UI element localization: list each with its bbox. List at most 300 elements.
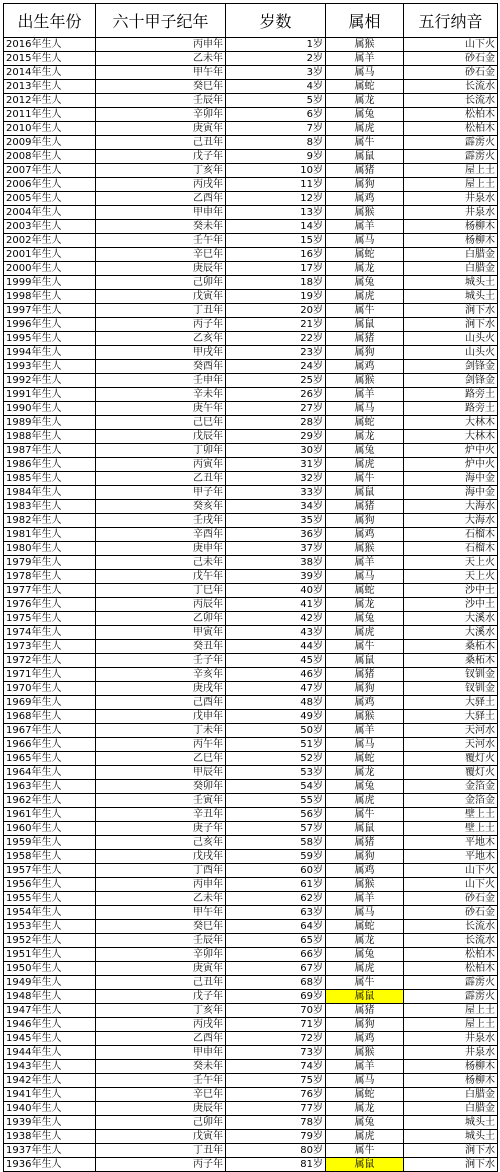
cell-wuxing: 松柏木: [404, 948, 498, 962]
table-row: [4, 94, 498, 108]
cell-age: 31岁: [226, 458, 326, 472]
cell-birth-year: 1964年生人: [4, 766, 96, 780]
header-age: 岁数: [226, 4, 326, 38]
cell-wuxing: 屋上土: [404, 1018, 498, 1032]
cell-wuxing: 砂石金: [404, 52, 498, 66]
table-row: [4, 374, 498, 388]
cell-zodiac: 属蛇: [326, 80, 404, 94]
zodiac-age-table: [3, 3, 498, 1172]
table-row: [4, 682, 498, 696]
cell-zodiac: 属牛: [326, 640, 404, 654]
cell-ganzhi-year: 己卯年: [96, 1116, 226, 1130]
table-row: [4, 864, 498, 878]
cell-birth-year: 1976年生人: [4, 598, 96, 612]
cell-age: 6岁: [226, 108, 326, 122]
cell-zodiac: 属狗: [326, 1018, 404, 1032]
cell-birth-year: 1953年生人: [4, 920, 96, 934]
cell-zodiac: 属猴: [326, 206, 404, 220]
table-row: [4, 808, 498, 822]
cell-ganzhi-year: 辛未年: [96, 388, 226, 402]
cell-zodiac: 属鼠: [326, 654, 404, 668]
cell-birth-year: 2016年生人: [4, 38, 96, 52]
cell-ganzhi-year: 辛卯年: [96, 108, 226, 122]
cell-ganzhi-year: 甲申年: [96, 1046, 226, 1060]
cell-birth-year: 1988年生人: [4, 430, 96, 444]
cell-age: 58岁: [226, 836, 326, 850]
cell-ganzhi-year: 丙寅年: [96, 458, 226, 472]
table-row: [4, 1074, 498, 1088]
cell-wuxing: 石榴木: [404, 542, 498, 556]
cell-birth-year: 1982年生人: [4, 514, 96, 528]
cell-ganzhi-year: 丁卯年: [96, 444, 226, 458]
table-row: [4, 150, 498, 164]
cell-wuxing: 天河水: [404, 724, 498, 738]
cell-wuxing: 平地木: [404, 836, 498, 850]
cell-zodiac: 属鼠: [326, 150, 404, 164]
header-birth-year: 出生年份: [4, 4, 96, 38]
table-row: [4, 892, 498, 906]
table-row: [4, 542, 498, 556]
cell-age: 64岁: [226, 920, 326, 934]
cell-wuxing: 砂石金: [404, 66, 498, 80]
cell-birth-year: 2003年生人: [4, 220, 96, 234]
cell-age: 41岁: [226, 598, 326, 612]
cell-zodiac: 属龙: [326, 262, 404, 276]
cell-age: 77岁: [226, 1102, 326, 1116]
cell-zodiac: 属鸡: [326, 360, 404, 374]
cell-zodiac: 属牛: [326, 976, 404, 990]
table-row: [4, 934, 498, 948]
cell-zodiac: 属龙: [326, 430, 404, 444]
cell-age: 17岁: [226, 262, 326, 276]
cell-wuxing: 白腊金: [404, 248, 498, 262]
cell-zodiac: 属羊: [326, 556, 404, 570]
cell-ganzhi-year: 癸亥年: [96, 500, 226, 514]
cell-wuxing: 屋上土: [404, 178, 498, 192]
cell-wuxing: 砂石金: [404, 892, 498, 906]
cell-birth-year: 2002年生人: [4, 234, 96, 248]
cell-birth-year: 1985年生人: [4, 472, 96, 486]
cell-birth-year: 1965年生人: [4, 752, 96, 766]
cell-age: 24岁: [226, 360, 326, 374]
cell-birth-year: 2015年生人: [4, 52, 96, 66]
cell-age: 47岁: [226, 682, 326, 696]
cell-birth-year: 1978年生人: [4, 570, 96, 584]
cell-birth-year: 2004年生人: [4, 206, 96, 220]
cell-wuxing: 沙中土: [404, 584, 498, 598]
table-row: [4, 108, 498, 122]
cell-age: 10岁: [226, 164, 326, 178]
table-row: [4, 724, 498, 738]
cell-age: 60岁: [226, 864, 326, 878]
cell-age: 68岁: [226, 976, 326, 990]
cell-birth-year: 1951年生人: [4, 948, 96, 962]
table-row: [4, 360, 498, 374]
cell-wuxing: 松柏木: [404, 108, 498, 122]
cell-zodiac: 属猴: [326, 878, 404, 892]
cell-wuxing: 霹雳火: [404, 976, 498, 990]
table-row: [4, 948, 498, 962]
cell-wuxing: 天上火: [404, 556, 498, 570]
cell-birth-year: 1973年生人: [4, 640, 96, 654]
cell-ganzhi-year: 丙戌年: [96, 1018, 226, 1032]
cell-age: 29岁: [226, 430, 326, 444]
table-row: [4, 486, 498, 500]
cell-zodiac: 属羊: [326, 52, 404, 66]
cell-ganzhi-year: 甲午年: [96, 66, 226, 80]
cell-zodiac: 属兔: [326, 1116, 404, 1130]
cell-birth-year: 1998年生人: [4, 290, 96, 304]
cell-age: 59岁: [226, 850, 326, 864]
cell-zodiac: 属兔: [326, 780, 404, 794]
cell-birth-year: 1995年生人: [4, 332, 96, 346]
cell-zodiac: 属兔: [326, 108, 404, 122]
cell-ganzhi-year: 癸丑年: [96, 640, 226, 654]
cell-ganzhi-year: 癸未年: [96, 1060, 226, 1074]
cell-birth-year: 2012年生人: [4, 94, 96, 108]
cell-age: 61岁: [226, 878, 326, 892]
cell-zodiac: 属狗: [326, 178, 404, 192]
cell-zodiac: 属虎: [326, 1130, 404, 1144]
cell-zodiac: 属牛: [326, 1144, 404, 1158]
cell-wuxing: 山下火: [404, 878, 498, 892]
table-row: [4, 52, 498, 66]
cell-ganzhi-year: 丁丑年: [96, 1144, 226, 1158]
cell-zodiac: 属牛: [326, 808, 404, 822]
cell-age: 28岁: [226, 416, 326, 430]
cell-age: 4岁: [226, 80, 326, 94]
cell-wuxing: 钗钏金: [404, 682, 498, 696]
table-row: [4, 1088, 498, 1102]
cell-zodiac: 属猪: [326, 164, 404, 178]
table-row: [4, 1018, 498, 1032]
cell-age: 35岁: [226, 514, 326, 528]
cell-ganzhi-year: 乙丑年: [96, 472, 226, 486]
cell-age: 67岁: [226, 962, 326, 976]
cell-zodiac: 属鸡: [326, 1032, 404, 1046]
cell-wuxing: 山下火: [404, 864, 498, 878]
table-row: [4, 164, 498, 178]
cell-birth-year: 1960年生人: [4, 822, 96, 836]
cell-wuxing: 大海水: [404, 514, 498, 528]
cell-birth-year: 1966年生人: [4, 738, 96, 752]
cell-zodiac: 属牛: [326, 304, 404, 318]
table-row: [4, 556, 498, 570]
table-row: [4, 1116, 498, 1130]
cell-birth-year: 2008年生人: [4, 150, 96, 164]
cell-wuxing: 天上火: [404, 570, 498, 584]
cell-ganzhi-year: 丁酉年: [96, 864, 226, 878]
cell-age: 40岁: [226, 584, 326, 598]
header-row: [4, 4, 498, 38]
cell-ganzhi-year: 戊子年: [96, 150, 226, 164]
cell-wuxing: 覆灯火: [404, 766, 498, 780]
cell-birth-year: 1984年生人: [4, 486, 96, 500]
cell-ganzhi-year: 甲申年: [96, 206, 226, 220]
cell-birth-year: 1943年生人: [4, 1060, 96, 1074]
cell-ganzhi-year: 乙卯年: [96, 612, 226, 626]
cell-ganzhi-year: 己丑年: [96, 136, 226, 150]
header-zodiac: 属相: [326, 4, 404, 38]
cell-birth-year: 1941年生人: [4, 1088, 96, 1102]
table-row: [4, 416, 498, 430]
cell-birth-year: 2010年生人: [4, 122, 96, 136]
cell-zodiac: 属蛇: [326, 248, 404, 262]
cell-wuxing: 涧下水: [404, 318, 498, 332]
cell-age: 52岁: [226, 752, 326, 766]
cell-zodiac: 属鸡: [326, 192, 404, 206]
cell-age: 55岁: [226, 794, 326, 808]
cell-wuxing: 杨柳木: [404, 234, 498, 248]
cell-wuxing: 炉中火: [404, 444, 498, 458]
cell-birth-year: 1999年生人: [4, 276, 96, 290]
cell-ganzhi-year: 庚寅年: [96, 122, 226, 136]
cell-zodiac: 属鸡: [326, 528, 404, 542]
cell-ganzhi-year: 乙未年: [96, 892, 226, 906]
cell-zodiac: 属虎: [326, 626, 404, 640]
cell-birth-year: 1975年生人: [4, 612, 96, 626]
table-row: [4, 962, 498, 976]
cell-age: 63岁: [226, 906, 326, 920]
cell-zodiac: 属马: [326, 738, 404, 752]
cell-wuxing: 霹雳火: [404, 150, 498, 164]
cell-age: 34岁: [226, 500, 326, 514]
cell-birth-year: 2014年生人: [4, 66, 96, 80]
cell-age: 42岁: [226, 612, 326, 626]
cell-ganzhi-year: 丙申年: [96, 38, 226, 52]
cell-ganzhi-year: 丁亥年: [96, 1004, 226, 1018]
cell-zodiac: 属牛: [326, 472, 404, 486]
cell-ganzhi-year: 丙辰年: [96, 598, 226, 612]
cell-zodiac: 属马: [326, 570, 404, 584]
cell-age: 38岁: [226, 556, 326, 570]
cell-zodiac: 属猪: [326, 836, 404, 850]
cell-zodiac: 属猪: [326, 1004, 404, 1018]
cell-zodiac: 属羊: [326, 724, 404, 738]
cell-zodiac: 属马: [326, 1074, 404, 1088]
header-ganzhi-year: 六十甲子纪年: [96, 4, 226, 38]
cell-birth-year: 1981年生人: [4, 528, 96, 542]
table-row: [4, 780, 498, 794]
cell-zodiac: 属狗: [326, 346, 404, 360]
cell-birth-year: 1993年生人: [4, 360, 96, 374]
cell-wuxing: 涧下水: [404, 1158, 498, 1172]
table-row: [4, 178, 498, 192]
cell-age: 78岁: [226, 1116, 326, 1130]
table-row: [4, 136, 498, 150]
cell-zodiac: 属羊: [326, 892, 404, 906]
cell-wuxing: 井泉水: [404, 206, 498, 220]
cell-age: 37岁: [226, 542, 326, 556]
cell-wuxing: 海中金: [404, 472, 498, 486]
table-row: [4, 1158, 498, 1172]
cell-birth-year: 1968年生人: [4, 710, 96, 724]
cell-zodiac: 属蛇: [326, 416, 404, 430]
cell-wuxing: 砂石金: [404, 906, 498, 920]
cell-ganzhi-year: 壬申年: [96, 374, 226, 388]
cell-wuxing: 杨柳木: [404, 1074, 498, 1088]
cell-ganzhi-year: 戊午年: [96, 570, 226, 584]
cell-birth-year: 1996年生人: [4, 318, 96, 332]
cell-age: 32岁: [226, 472, 326, 486]
cell-age: 1岁: [226, 38, 326, 52]
cell-age: 81岁: [226, 1158, 326, 1172]
table-row: [4, 640, 498, 654]
cell-age: 2岁: [226, 52, 326, 66]
cell-wuxing: 大溪水: [404, 626, 498, 640]
cell-ganzhi-year: 己酉年: [96, 696, 226, 710]
cell-zodiac: 属鼠: [326, 1158, 404, 1172]
cell-ganzhi-year: 甲子年: [96, 486, 226, 500]
cell-age: 71岁: [226, 1018, 326, 1032]
cell-birth-year: 1987年生人: [4, 444, 96, 458]
cell-ganzhi-year: 甲午年: [96, 906, 226, 920]
cell-zodiac: 属蛇: [326, 752, 404, 766]
cell-wuxing: 井泉水: [404, 192, 498, 206]
table-row: [4, 612, 498, 626]
cell-birth-year: 1949年生人: [4, 976, 96, 990]
cell-birth-year: 1983年生人: [4, 500, 96, 514]
cell-ganzhi-year: 辛丑年: [96, 808, 226, 822]
cell-zodiac: 属猴: [326, 710, 404, 724]
cell-zodiac: 属羊: [326, 388, 404, 402]
cell-birth-year: 1974年生人: [4, 626, 96, 640]
table-row: [4, 668, 498, 682]
cell-ganzhi-year: 庚辰年: [96, 262, 226, 276]
cell-zodiac: 属马: [326, 402, 404, 416]
cell-zodiac: 属鸡: [326, 864, 404, 878]
cell-age: 66岁: [226, 948, 326, 962]
cell-ganzhi-year: 甲辰年: [96, 766, 226, 780]
cell-birth-year: 1961年生人: [4, 808, 96, 822]
cell-birth-year: 1944年生人: [4, 1046, 96, 1060]
table-row: [4, 444, 498, 458]
cell-age: 5岁: [226, 94, 326, 108]
cell-ganzhi-year: 壬戌年: [96, 514, 226, 528]
cell-age: 49岁: [226, 710, 326, 724]
cell-ganzhi-year: 辛卯年: [96, 948, 226, 962]
cell-ganzhi-year: 丁巳年: [96, 584, 226, 598]
cell-birth-year: 1954年生人: [4, 906, 96, 920]
cell-birth-year: 1946年生人: [4, 1018, 96, 1032]
cell-zodiac: 属兔: [326, 444, 404, 458]
cell-wuxing: 大溪水: [404, 612, 498, 626]
table-row: [4, 122, 498, 136]
cell-ganzhi-year: 戊寅年: [96, 290, 226, 304]
cell-birth-year: 1997年生人: [4, 304, 96, 318]
table-row: [4, 80, 498, 94]
table-row: [4, 1130, 498, 1144]
cell-zodiac: 属鸡: [326, 696, 404, 710]
cell-zodiac: 属猴: [326, 542, 404, 556]
cell-birth-year: 1959年生人: [4, 836, 96, 850]
cell-wuxing: 平地木: [404, 850, 498, 864]
table-row: [4, 822, 498, 836]
table-row: [4, 248, 498, 262]
cell-age: 8岁: [226, 136, 326, 150]
cell-birth-year: 1956年生人: [4, 878, 96, 892]
cell-age: 56岁: [226, 808, 326, 822]
cell-age: 43岁: [226, 626, 326, 640]
table-row: [4, 598, 498, 612]
cell-age: 30岁: [226, 444, 326, 458]
cell-birth-year: 2000年生人: [4, 262, 96, 276]
cell-age: 69岁: [226, 990, 326, 1004]
table-row: [4, 1004, 498, 1018]
table-row: [4, 766, 498, 780]
cell-age: 21岁: [226, 318, 326, 332]
cell-age: 15岁: [226, 234, 326, 248]
cell-ganzhi-year: 辛巳年: [96, 1088, 226, 1102]
cell-age: 45岁: [226, 654, 326, 668]
cell-wuxing: 炉中火: [404, 458, 498, 472]
cell-ganzhi-year: 壬辰年: [96, 934, 226, 948]
cell-wuxing: 金箔金: [404, 794, 498, 808]
table-row: [4, 584, 498, 598]
cell-wuxing: 壁上土: [404, 822, 498, 836]
table-row: [4, 430, 498, 444]
cell-age: 53岁: [226, 766, 326, 780]
table-row: [4, 388, 498, 402]
cell-age: 12岁: [226, 192, 326, 206]
cell-zodiac: 属猴: [326, 374, 404, 388]
cell-birth-year: 1990年生人: [4, 402, 96, 416]
cell-birth-year: 2001年生人: [4, 248, 96, 262]
cell-zodiac: 属龙: [326, 766, 404, 780]
cell-birth-year: 1942年生人: [4, 1074, 96, 1088]
cell-ganzhi-year: 甲寅年: [96, 626, 226, 640]
table-row: [4, 1102, 498, 1116]
cell-zodiac: 属兔: [326, 612, 404, 626]
cell-birth-year: 1980年生人: [4, 542, 96, 556]
cell-zodiac: 属鼠: [326, 486, 404, 500]
cell-zodiac: 属猪: [326, 500, 404, 514]
cell-birth-year: 1979年生人: [4, 556, 96, 570]
cell-birth-year: 1958年生人: [4, 850, 96, 864]
table-row: [4, 332, 498, 346]
table-row: [4, 710, 498, 724]
cell-age: 16岁: [226, 248, 326, 262]
cell-birth-year: 1945年生人: [4, 1032, 96, 1046]
cell-birth-year: 1991年生人: [4, 388, 96, 402]
cell-birth-year: 1967年生人: [4, 724, 96, 738]
cell-wuxing: 杨柳木: [404, 1060, 498, 1074]
table-row: [4, 696, 498, 710]
cell-age: 18岁: [226, 276, 326, 290]
cell-ganzhi-year: 丁未年: [96, 724, 226, 738]
cell-ganzhi-year: 戊戌年: [96, 850, 226, 864]
cell-ganzhi-year: 己未年: [96, 556, 226, 570]
cell-age: 7岁: [226, 122, 326, 136]
cell-wuxing: 路旁土: [404, 388, 498, 402]
cell-wuxing: 大林木: [404, 416, 498, 430]
cell-ganzhi-year: 庚辰年: [96, 1102, 226, 1116]
cell-birth-year: 1957年生人: [4, 864, 96, 878]
cell-ganzhi-year: 癸酉年: [96, 360, 226, 374]
cell-wuxing: 山头火: [404, 346, 498, 360]
table-row: [4, 206, 498, 220]
cell-zodiac: 属龙: [326, 94, 404, 108]
cell-wuxing: 长流水: [404, 80, 498, 94]
table-row: [4, 528, 498, 542]
cell-ganzhi-year: 乙酉年: [96, 1032, 226, 1046]
cell-birth-year: 1972年生人: [4, 654, 96, 668]
cell-age: 19岁: [226, 290, 326, 304]
cell-age: 26岁: [226, 388, 326, 402]
cell-birth-year: 1940年生人: [4, 1102, 96, 1116]
cell-zodiac: 属蛇: [326, 920, 404, 934]
table-row: [4, 290, 498, 304]
